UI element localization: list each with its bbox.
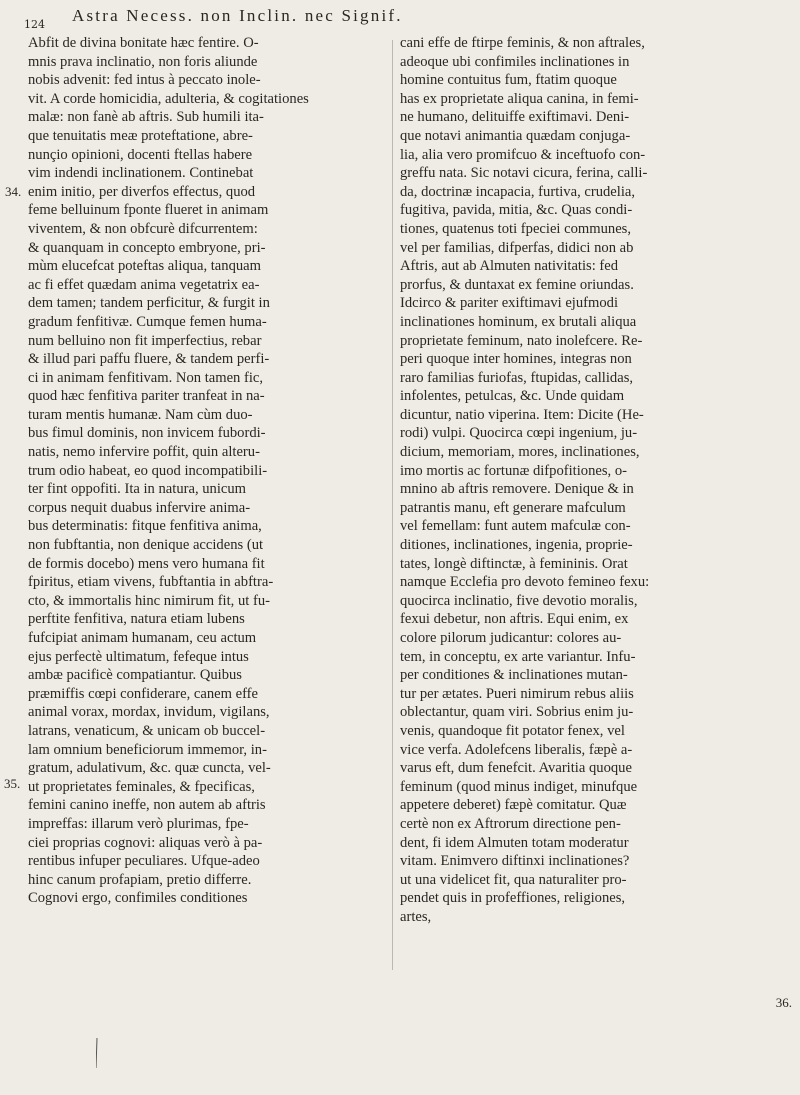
text-line: ciei proprias cognovi: aliquas verò à pa-: [28, 834, 263, 851]
text-line: corpus nequit duabus infervire anima-: [28, 499, 251, 516]
text-line: quocirca inclinatio, five devotio moralis,: [400, 592, 638, 609]
text-line: & quanquam in concepto embryone, pri-: [28, 239, 266, 256]
text-line: adeoque ubi confimiles inclinationes in: [400, 53, 630, 70]
page-header: [22, 6, 782, 36]
text-line: mùm elucefcat poteftas aliqua, tanquam: [28, 258, 262, 275]
text-line: præmiffis cœpi confiderare, canem effe: [28, 685, 259, 702]
text-line: proprietate feminum, nato inolefcere. Re-: [400, 332, 643, 349]
text-line: Idcirco & pariter exiftimavi ejufmodi: [400, 295, 619, 312]
text-line: vitam. Enimvero diftinxi inclinationes?: [400, 853, 630, 870]
text-line: cto, & immortalis hinc nimirum fit, ut fu-: [28, 592, 270, 609]
text-line: oblectantur, quam viri. Sobrius enim ju-: [400, 704, 634, 721]
text-line: rentibus infuper peculiares. Ufque-adeo: [28, 853, 260, 870]
text-line: trum odio habeat, eo quod incompatibili-: [28, 462, 268, 479]
margin-number: 34.: [5, 184, 22, 199]
text-line: artes,: [400, 908, 432, 925]
text-line: feminum (quod minus indiget, minufque: [400, 778, 638, 795]
text-line: namque Ecclefia pro devoto femineo fexu:: [400, 574, 650, 591]
text-line: perftite fenfitiva, natura etiam lubens: [28, 611, 245, 628]
text-line: que notavi animantia quædam conjuga-: [400, 127, 631, 144]
text-line: ejus perfectè ultimatum, fefeque intus: [28, 648, 249, 665]
text-line: femini canino ineffe, non autem ab aftris: [28, 797, 266, 814]
text-line: prorfus, & duntaxat ex femine oriundas.: [400, 276, 634, 293]
text-line: vice verfa. Adolefcens liberalis, fæpè a-: [400, 741, 633, 758]
text-line: num belluino non fit imperfectius, rebar: [28, 332, 262, 349]
text-line: ambæ pacificè compatiantur. Quibus: [28, 667, 242, 684]
text-line: nobis advenit: fed intus à peccato inole-: [28, 72, 261, 89]
text-line: imo mortis ac fortunæ difpofitiones, o-: [400, 462, 627, 479]
text-line: fpiritus, etiam vivens, fubftantia in abftra-: [28, 574, 274, 591]
text-line: natis, nemo infervire poffit, quin alteru-: [28, 444, 260, 461]
running-title: Astra Necess. non Inclin. nec Signif.: [72, 6, 403, 25]
text-line: non fubftantia, non denique accidens (ut: [28, 537, 264, 554]
text-line: enim initio, per diverfos effectus, quod: [28, 183, 256, 200]
text-line: inclinationes hominum, ex brutali aliqua: [400, 313, 637, 330]
text-line: dem tamen; tandem perficitur, & furgit in: [28, 295, 270, 312]
text-line: raro familias furiofas, ftupidas, callidas,: [400, 369, 634, 386]
text-line: infolentes, petulcas, &c. Unde quidam: [400, 388, 625, 405]
text-line: tiones, quatenus toti fpeciei communes,: [400, 220, 632, 237]
text-line: ci in animam fenfitivam. Non tamen fic,: [28, 369, 264, 386]
text-line: vel femellam: funt autem mafculæ con-: [400, 518, 631, 535]
text-line: dent, fi idem Almuten totam moderatur: [400, 834, 629, 851]
text-line: de formis docebo) mens vero humana fit: [28, 555, 265, 572]
text-line: latrans, venaticum, & unicam ob buccel-: [28, 722, 266, 739]
text-line: fugitiva, pavida, mitia, &c. Quas condi-: [400, 202, 633, 219]
text-line: bus determinatis: fitque fenfitiva anima,: [28, 518, 262, 535]
text-line: ditiones, inclinationes, ingenia, proprie-: [400, 537, 633, 554]
text-line: lia, alia vero promifcuo & inceftuofo con-: [400, 146, 646, 163]
text-line: feme belluinum fponte flueret in animam: [28, 202, 269, 219]
text-line: colore pilorum judicantur: colores au-: [400, 630, 622, 646]
text-line: tem, in conceptu, ex arte variantur. Infu-: [400, 648, 636, 665]
text-line: tur per ætates. Pueri nimirum rebus aliis: [400, 685, 634, 702]
text-line: peri quoque inter homines, integras non: [400, 351, 632, 368]
text-line: hinc canum profapiam, pretio differre.: [28, 871, 252, 888]
page-number: 124: [24, 18, 45, 31]
margin-number: 36.: [775, 995, 792, 1010]
text-line: turam mentis humanæ. Nam cùm duo-: [28, 406, 253, 423]
text-line: appetere deberet) fæpè comitatur. Quæ: [400, 797, 627, 814]
text-line: nunçio opinioni, docenti ftellas habere: [28, 146, 253, 163]
column-divider: [392, 40, 393, 970]
text-line: mnis prava inclinatio, non foris aliunde: [28, 53, 258, 70]
text-line: quod hæc fenfitiva pariter tranfeat in na-: [28, 388, 265, 405]
text-line: & illud pari paffu fluere, & tandem perfi-: [28, 351, 270, 368]
text-line: Aftris, aut ab Almuten nativitatis: fed: [400, 258, 619, 275]
text-line: per conditiones & inclinationes mutan-: [400, 667, 628, 684]
text-line: ter fint oppofiti. Ita in natura, unicum: [28, 481, 247, 498]
text-line: Abfit de divina bonitate hæc fentire. O-: [28, 35, 259, 51]
text-line: lam omnium beneficiorum immemor, in-: [28, 741, 267, 758]
margin-number: 35.: [4, 776, 21, 791]
text-line: pendet quis in profeffiones, religiones,: [400, 890, 626, 907]
text-line: certè non ex Aftrorum directione pen-: [400, 815, 621, 832]
right-text-column: [400, 34, 760, 927]
text-line: dicium, memoriam, mores, inclinationes,: [400, 444, 640, 461]
text-line: fufcipiat animam humanam, ceu actum: [28, 630, 257, 646]
text-line: ac fi effet quædam anima vegetatrix ea-: [28, 276, 260, 293]
text-line: impreffas: illarum verò plurimas, fpe-: [28, 815, 249, 832]
text-line: fexui debetur, non aftris. Equi enim, ex: [400, 611, 629, 628]
text-line: greffu nata. Sic notavi cicura, ferina, calli-: [400, 165, 648, 182]
text-line: ut una videlicet fit, qua naturaliter pro-: [400, 871, 627, 888]
text-line: vim indendi inclinationem. Continebat: [28, 165, 254, 182]
text-line: ne humano, delituiffe exiftimavi. Deni-: [400, 109, 630, 126]
text-line: venis, quandoque fit potator fenex, vel: [400, 722, 625, 739]
text-line: vel per familias, difperfas, didici non ab: [400, 239, 634, 256]
text-line: has ex proprietate aliqua canina, in femi-: [400, 90, 639, 107]
left-text-column: [28, 34, 385, 908]
text-line: varus eft, dum fenefcit. Avaritia quoque: [400, 760, 632, 777]
text-line: malæ: non fanè ab aftris. Sub humili ita-: [28, 109, 264, 126]
text-line: que tenuitatis meæ proteftatione, abre-: [28, 127, 253, 144]
text-line: mnino ab aftris removere. Denique & in: [400, 481, 634, 498]
text-line: cani effe de ftirpe feminis, & non aftrales,: [400, 35, 645, 51]
text-line: Cognovi ergo, confimiles conditiones: [28, 890, 248, 907]
text-line: da, doctrinæ incapacia, furtiva, crudelia,: [400, 183, 636, 200]
text-line: viventem, & non obfcurè difcurrentem:: [28, 220, 258, 237]
margin-mark: [96, 1038, 98, 1068]
text-line: vit. A corde homicidia, adulteria, & cogitationes: [28, 90, 309, 107]
text-line: gratum, adulativum, &c. quæ cuncta, vel-: [28, 760, 271, 777]
text-line: animal vorax, mordax, invidum, vigilans,: [28, 704, 270, 721]
text-line: dicuntur, natio viperina. Item: Dicite (He-: [400, 406, 644, 423]
text-line: bus fimul dominis, non invicem fubordi-: [28, 425, 266, 442]
text-line: rodi) vulpi. Quocirca cœpi ingenium, ju-: [400, 425, 638, 442]
text-line: ut proprietates feminales, & fpecificas,: [28, 778, 255, 795]
text-line: gradum fenfitivæ. Cumque femen huma-: [28, 313, 267, 330]
text-line: patrantis manu, eft generare mafculum: [400, 499, 626, 516]
text-line: tates, longè diftinctæ, à femininis. Orat: [400, 555, 628, 572]
text-line: homine contuitus fum, ftatim quoque: [400, 72, 617, 89]
